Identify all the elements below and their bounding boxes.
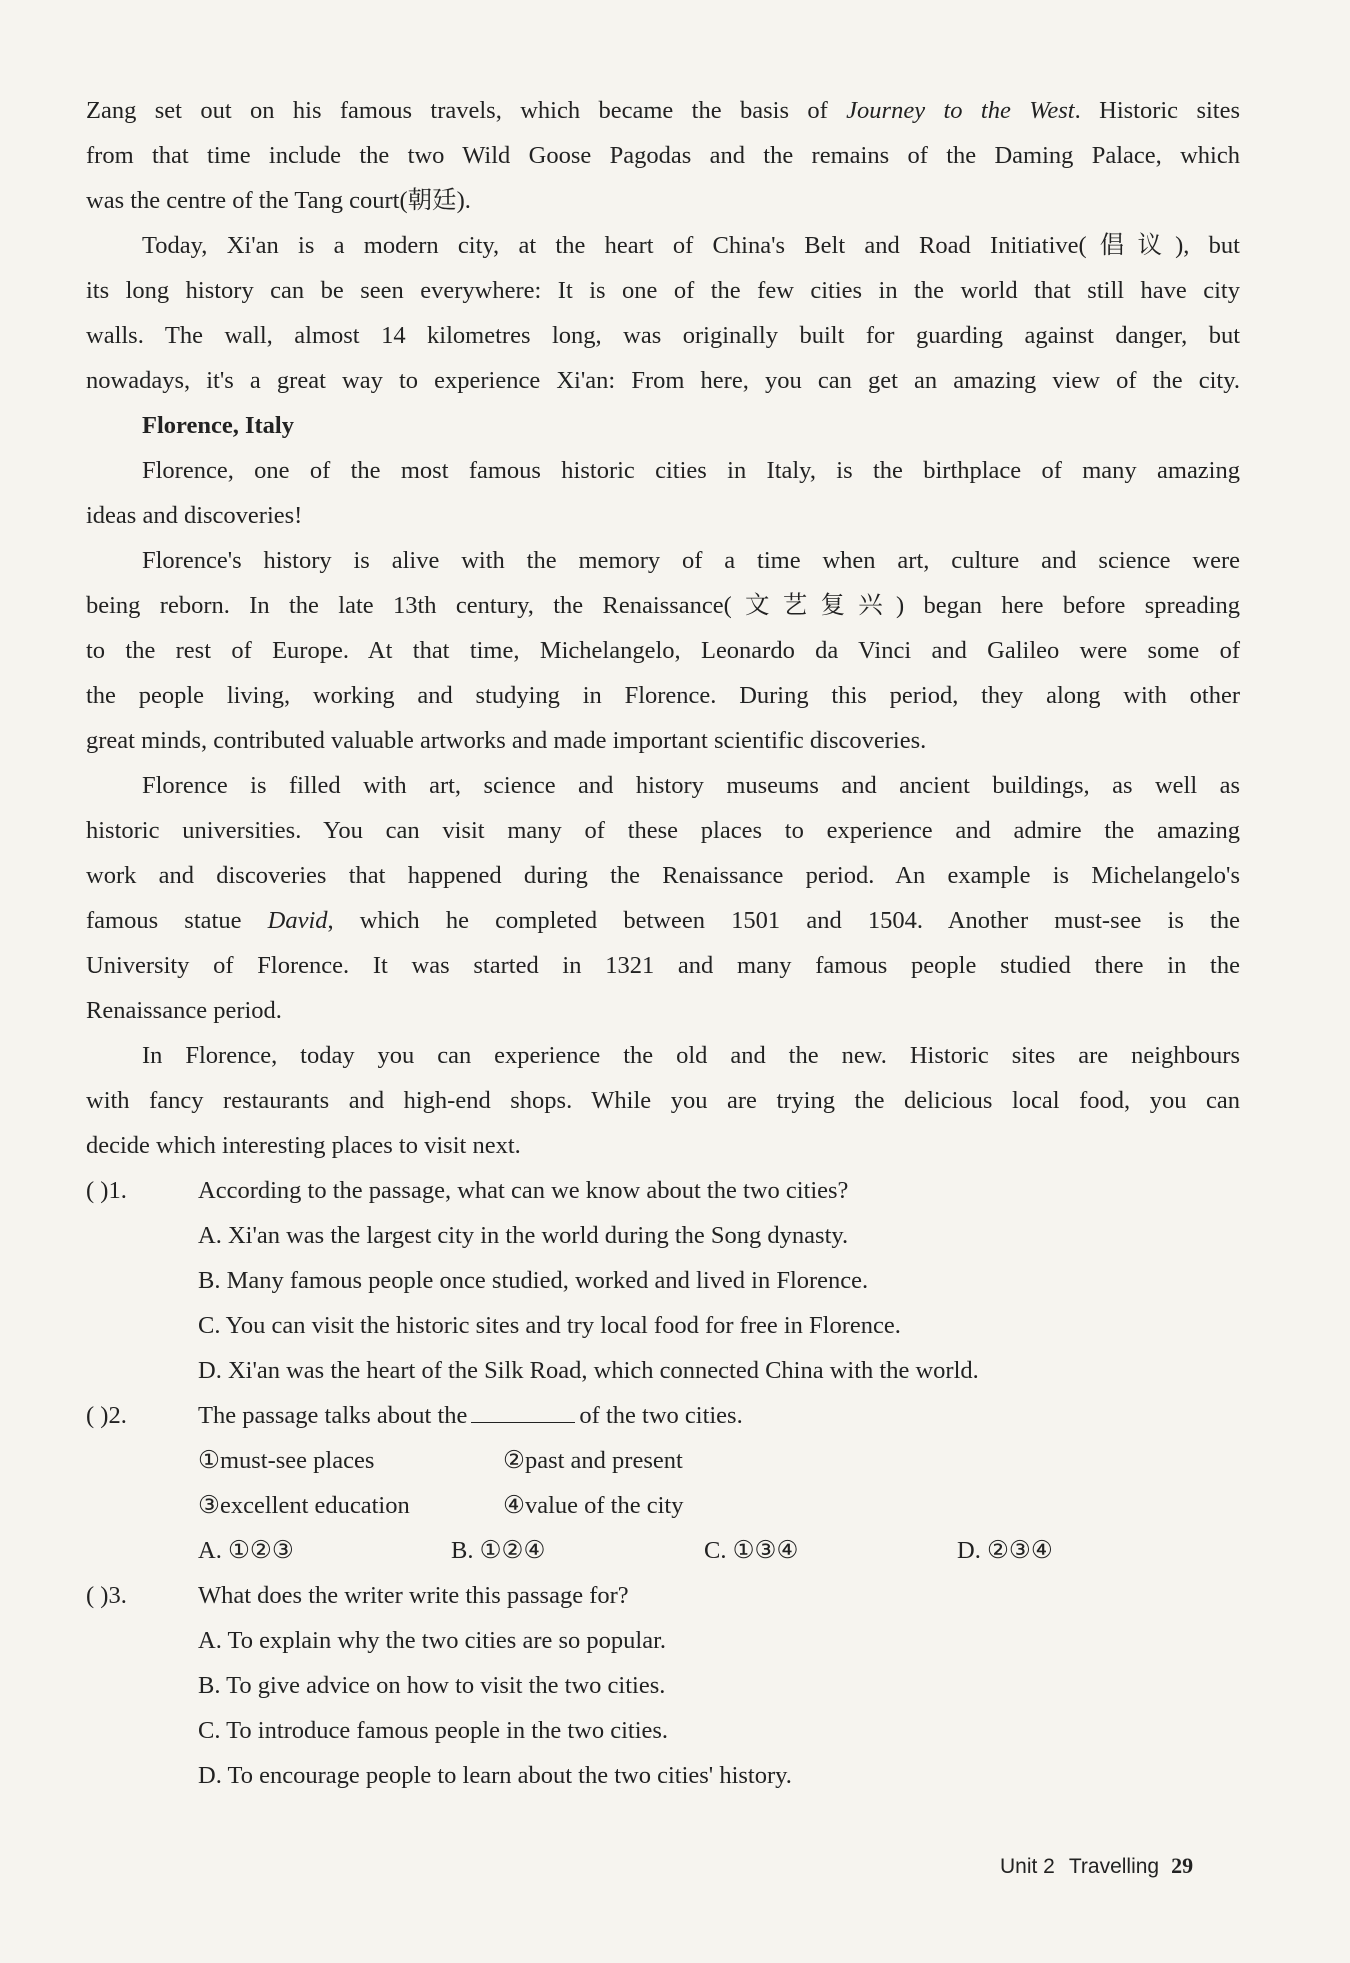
- option-a: A. To explain why the two cities are so popular.: [198, 1627, 667, 1654]
- text-line: Renaissance period.: [86, 997, 282, 1024]
- option-b: B. ①②④: [451, 1537, 546, 1564]
- question-stem: What does the writer write this passage for?: [198, 1582, 629, 1609]
- item-4: ④value of the city: [503, 1492, 684, 1519]
- text-line: great minds, contributed valuable artworks and made important scientific discoveries.: [86, 727, 927, 754]
- item-1: ①must-see places: [198, 1447, 375, 1474]
- text-line: being reborn. In the late 13th century, the Renaissance(文艺复兴) began here before spreading: [86, 592, 1240, 619]
- option-c: C. To introduce famous people in the two cities.: [198, 1717, 669, 1744]
- text-line: decide which interesting places to visit next.: [86, 1132, 521, 1159]
- unit-label: Unit 2: [1000, 1855, 1055, 1878]
- page-number: 29: [1171, 1853, 1194, 1878]
- answer-bracket[interactable]: ( )3.: [86, 1582, 127, 1609]
- fill-blank[interactable]: [471, 1398, 575, 1423]
- text-line: was the centre of the Tang court(朝廷).: [86, 187, 471, 214]
- text-line: to the rest of Europe. At that time, Michelangelo, Leonardo da Vinci and Galileo were some of: [86, 637, 1240, 664]
- item-2: ②past and present: [503, 1447, 683, 1474]
- text-line: Florence, one of the most famous historic cities in Italy, is the birthplace of many amazing: [142, 457, 1240, 484]
- question-1: [86, 1168, 1240, 1213]
- text-line: Florence's history is alive with the memory of a time when art, culture and science were: [142, 547, 1240, 574]
- text-line: historic universities. You can visit many of these places to experience and admire the amazing: [86, 817, 1240, 844]
- text-line: Zang set out on his famous travels, which became the basis of Journey to the West. Historic sites: [86, 97, 1240, 124]
- answer-bracket[interactable]: ( )2.: [86, 1402, 127, 1429]
- option-c: C. ①③④: [704, 1537, 799, 1564]
- question-3: [86, 1573, 1240, 1618]
- text-line: ideas and discoveries!: [86, 502, 303, 529]
- text-line: its long history can be seen everywhere: It is one of the few cities in the world that still have city: [86, 277, 1240, 304]
- text-line: University of Florence. It was started in 1321 and many famous people studied there in the: [86, 952, 1240, 979]
- text-line: Florence is filled with art, science and history museums and ancient buildings, as well as: [142, 772, 1240, 799]
- text-line: walls. The wall, almost 14 kilometres long, was originally built for guarding against danger, but: [86, 322, 1240, 349]
- page-footer: [1000, 1853, 1240, 1879]
- question-2: [86, 1393, 1240, 1438]
- question-stem-end: of the two cities.: [579, 1402, 743, 1429]
- answer-bracket[interactable]: ( )1.: [86, 1177, 127, 1204]
- text-line: with fancy restaurants and high-end shops. While you are trying the delicious local food, you can: [86, 1087, 1240, 1114]
- text-line: from that time include the two Wild Goose Pagodas and the remains of the Daming Palace, which: [86, 142, 1240, 169]
- option-b: B. Many famous people once studied, worked and lived in Florence.: [198, 1267, 869, 1294]
- item-3: ③excellent education: [198, 1492, 410, 1519]
- text-line: work and discoveries that happened during the Renaissance period. An example is Michelangelo's: [86, 862, 1240, 889]
- text-line: nowadays, it's a great way to experience Xi'an: From here, you can get an amazing view of the city.: [86, 367, 1240, 394]
- option-a: A. ①②③: [198, 1537, 294, 1564]
- question-stem: According to the passage, what can we know about the two cities?: [198, 1177, 849, 1204]
- option-b: B. To give advice on how to visit the two cities.: [198, 1672, 666, 1699]
- reading-passage: [86, 88, 1240, 1798]
- item-row: [86, 1483, 1240, 1528]
- artwork-title: David: [267, 907, 328, 934]
- option-c: C. You can visit the historic sites and try local food for free in Florence.: [198, 1312, 901, 1339]
- option-d: D. To encourage people to learn about the two cities' history.: [198, 1762, 792, 1789]
- book-title: Journey to the West: [846, 97, 1075, 124]
- section-heading: Florence, Italy: [142, 412, 294, 439]
- text-line: famous statue David, which he completed between 1501 and 1504. Another must-see is the: [86, 907, 1240, 934]
- text-line: Today, Xi'an is a modern city, at the heart of China's Belt and Road Initiative(倡议), but: [142, 232, 1240, 259]
- question-stem: The passage talks about the: [198, 1402, 468, 1429]
- text-line: the people living, working and studying in Florence. During this period, they along with other: [86, 682, 1240, 709]
- option-d: D. ②③④: [957, 1537, 1053, 1564]
- option-a: A. Xi'an was the largest city in the world during the Song dynasty.: [198, 1222, 849, 1249]
- item-row: [86, 1438, 1240, 1483]
- option-d: D. Xi'an was the heart of the Silk Road, which connected China with the world.: [198, 1357, 979, 1384]
- options-row: [86, 1528, 1240, 1573]
- text-line: In Florence, today you can experience the old and the new. Historic sites are neighbours: [142, 1042, 1240, 1069]
- unit-title: Travelling: [1068, 1855, 1160, 1878]
